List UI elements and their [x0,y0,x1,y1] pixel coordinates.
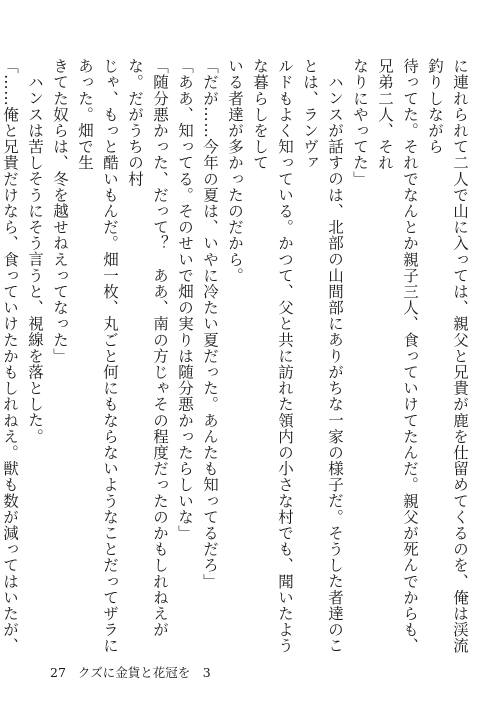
text-line: いる者達が多かったのだから。 [226,58,244,284]
text-line: ハンスが話すのは、北部の山間部にありがちな一家の様子だ。そうした者達のことは、ランヴァ [301,58,344,654]
text-line: じゃ、もっと酷いもんだ。畑一枚、丸ごと何にもならないようなことだってザラにあった。畑で生 [76,58,119,654]
text-line: なりにやってた」 [351,58,369,187]
text-line: 「……俺と兄貴だけなら、食っていけたかもしれねえ。獣も数が減ってはいたが、 [1,58,19,654]
text-line: きてた奴らは、冬を越せねえってなった」 [51,58,69,364]
page-number: 27 [50,665,66,680]
text-line: 「だが……今年の夏は、いやに冷たい夏だった。あんたも知ってるだろ」 [201,58,219,590]
vertical-text-body [1,58,472,658]
text-line: 待ってた。それでなんとか親子三人、食っていけてたんだ。親父が死んでからも、兄弟二人、それ [376,58,419,654]
text-line: ルドもよく知っている。かつて、父と共に訪れた領内の小さな村でも、聞いたような暮らしをして [251,58,294,654]
page-footer [50,663,211,681]
text-line: ハンスは苦しそうにそう言うと、視線を落とした。 [26,73,44,444]
text-line: 「随分悪かった、だって？ ああ、南の方じゃその程度だったのかもしれねえがな。だがうちの村 [126,58,169,638]
book-title: クズに金貨と花冠を 3 [77,665,211,680]
text-line: に連れられて二人で山に入っては、親父と兄貴が鹿を仕留めてくるのを、俺は渓流釣りしながら [426,58,469,654]
text-line: 「ああ、知ってる。そのせいで畑の実りは随分悪かったらしいな」 [176,58,194,541]
